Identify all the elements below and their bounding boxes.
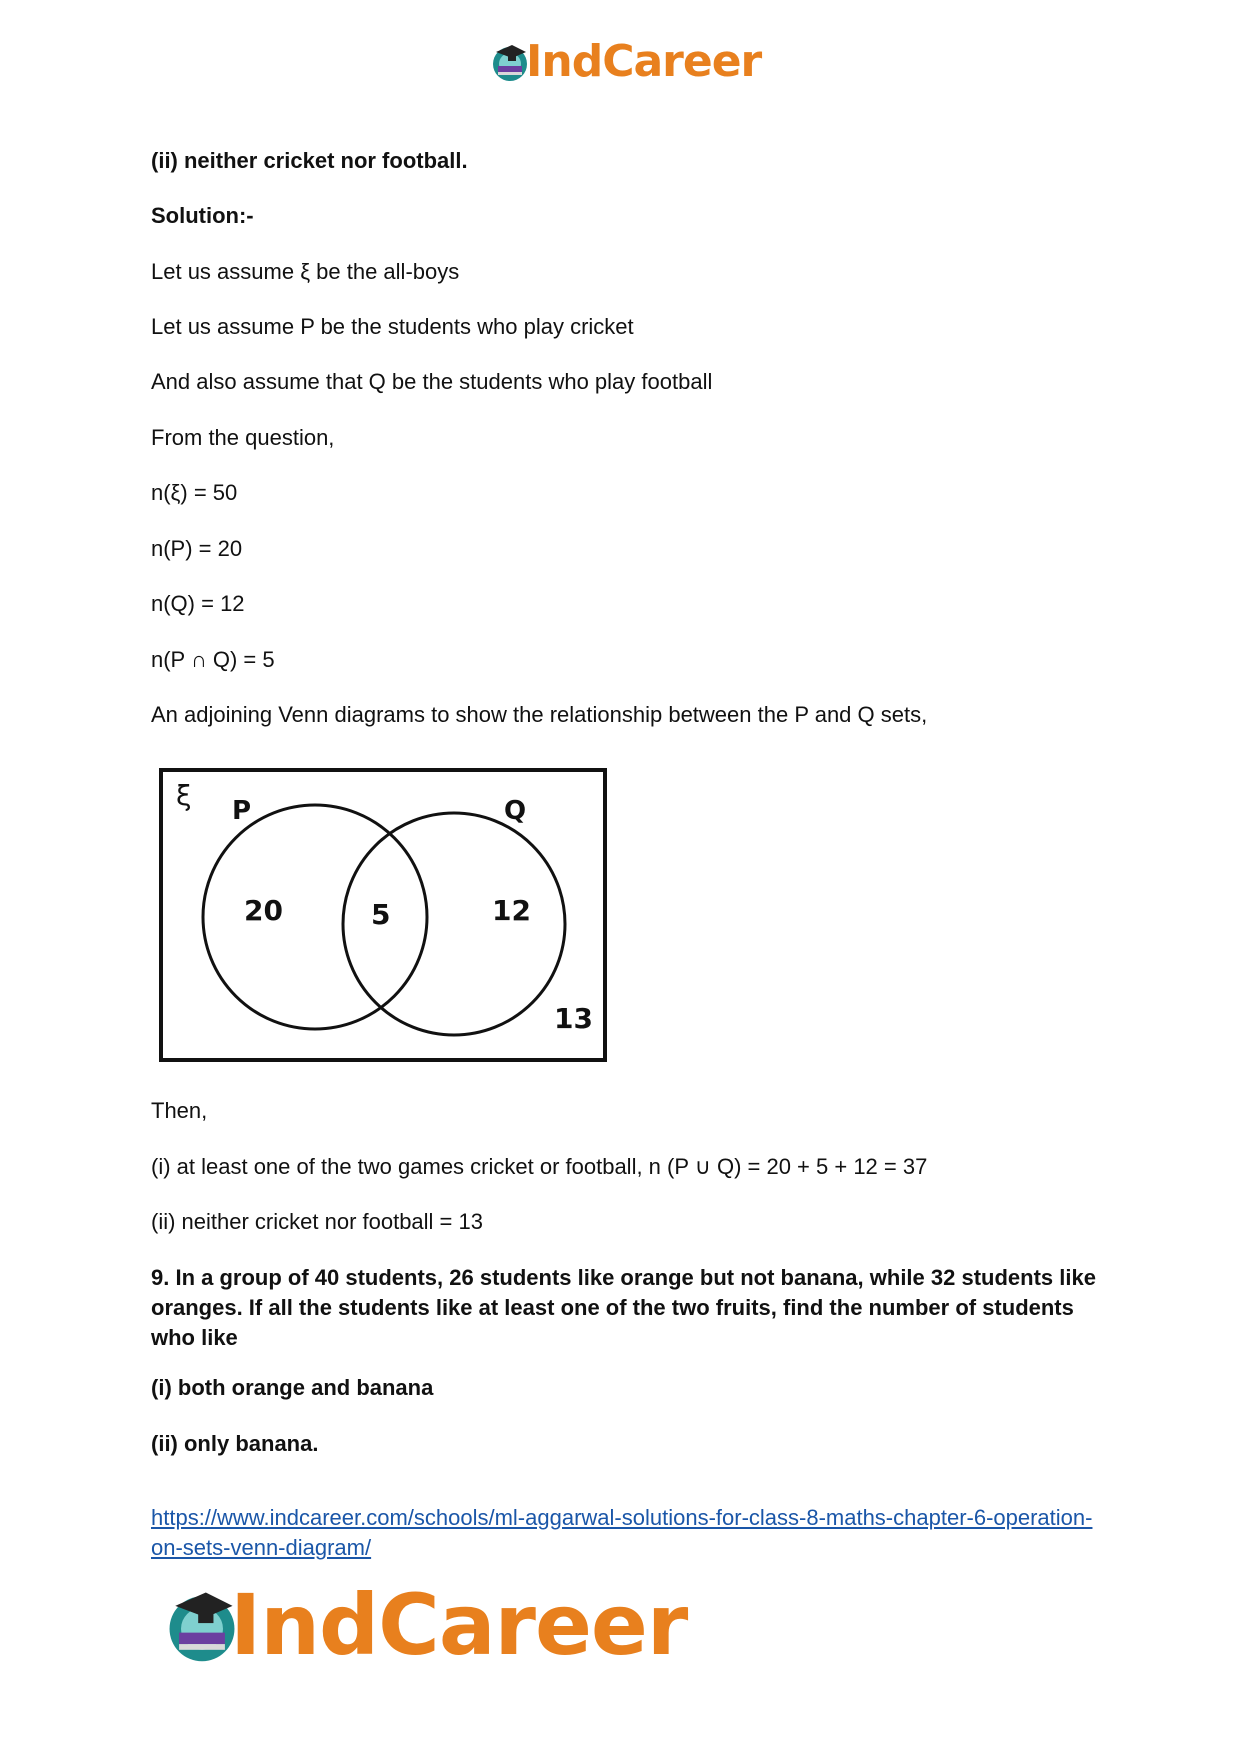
- footer-logo: [160, 1576, 688, 1674]
- answer-ii: (ii) neither cricket nor football = 13: [151, 1209, 483, 1234]
- from-question: From the question,: [151, 425, 335, 450]
- n-q: n(Q) = 12: [151, 591, 245, 616]
- set-p-circle: [203, 805, 427, 1029]
- set-p-label: P: [232, 796, 252, 826]
- n-universe: n(ξ) = 50: [151, 480, 238, 505]
- n-p: n(P) = 20: [151, 536, 243, 561]
- only-q-value: 12: [492, 894, 531, 927]
- venn-intro: An adjoining Venn diagrams to show the relationship between the P and Q sets,: [151, 702, 928, 727]
- only-p-value: 20: [244, 894, 283, 927]
- subquestion-ii: (ii) neither cricket nor football.: [151, 148, 468, 173]
- header-logo: [488, 36, 762, 87]
- universe-label: ξ: [176, 779, 192, 812]
- assume-q: And also assume that Q be the students who play football: [151, 369, 713, 394]
- set-q-label: Q: [504, 796, 527, 826]
- solution-heading: Solution:-: [151, 203, 254, 228]
- outside-value: 13: [554, 1002, 593, 1035]
- source-link[interactable]: https://www.indcareer.com/schools/ml-aggarwal-solutions-for-class-8-maths-chapter-6-operation-on-sets-venn-diagram/: [151, 1505, 1093, 1560]
- question-9-part-ii: (ii) only banana.: [151, 1431, 319, 1456]
- logo-text: IndCareer: [230, 1576, 688, 1674]
- venn-diagram: [158, 767, 610, 1065]
- question-9-part-i: (i) both orange and banana: [151, 1375, 434, 1400]
- assume-p: Let us assume P be the students who play cricket: [151, 314, 634, 339]
- assume-universe: Let us assume ξ be the all-boys: [151, 259, 460, 284]
- n-p-intersect-q: n(P ∩ Q) = 5: [151, 647, 275, 672]
- question-9: 9. In a group of 40 students, 26 students like orange but not banana, while 32 students like oranges. If all the students like at least one of the two fruits, find the number of students who like: [151, 1265, 1096, 1350]
- intersection-value: 5: [371, 898, 391, 931]
- logo-text: IndCareer: [526, 36, 762, 87]
- answer-i: (i) at least one of the two games cricket or football, n (P ∪ Q) = 20 + 5 + 12 = 37: [151, 1154, 928, 1179]
- then-text: Then,: [151, 1098, 208, 1123]
